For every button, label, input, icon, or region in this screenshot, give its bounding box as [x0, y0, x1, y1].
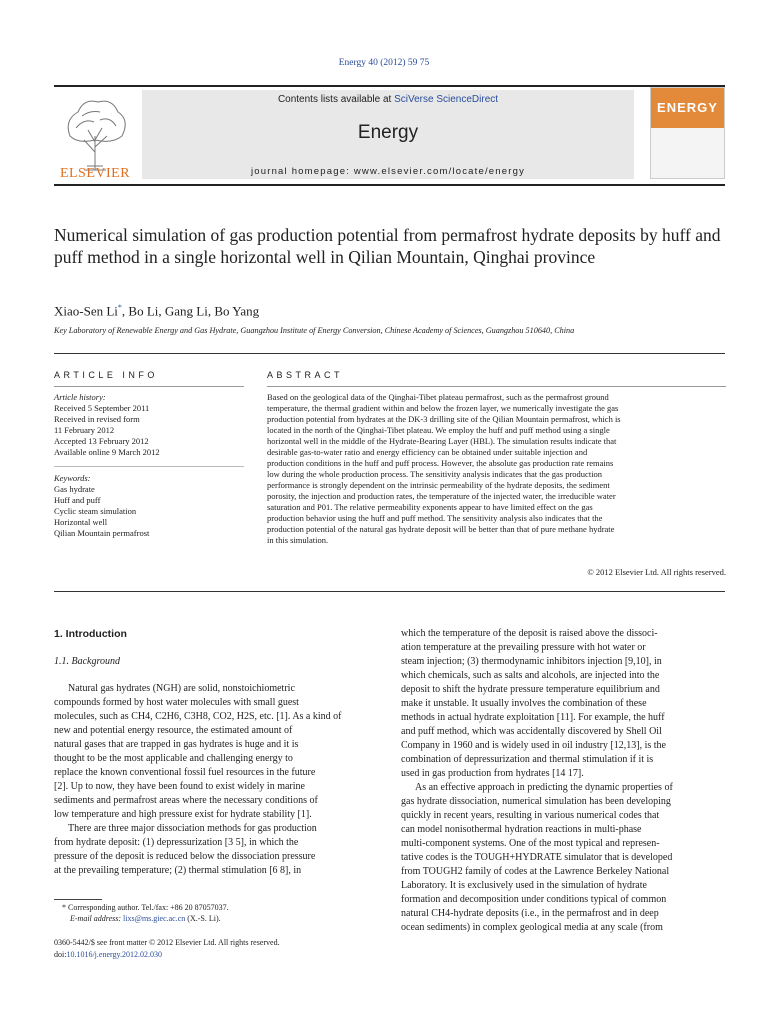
header-rule-top	[54, 85, 725, 87]
keyword: Huff and puff	[54, 495, 101, 505]
history-item: Received 5 September 2011	[54, 403, 150, 413]
author-separator: ,	[158, 303, 165, 319]
abstract-line: horizontal well in the middle of the Hydrate-Bearing Layer (HBL). The simulation results indicate that	[267, 436, 617, 446]
abstract-line: production behavior using the huff and puff method. The sensitivity analysis also indicates that the	[267, 513, 603, 523]
email-link[interactable]: lixs@ms.giec.ac.cn	[123, 914, 186, 923]
body-line: which the temperature of the deposit is raised above the dissoci-	[401, 628, 658, 639]
journal-citation[interactable]: Energy 40 (2012) 59 75	[338, 58, 430, 68]
body-line: from TOUGH2 family of codes at the Lawrence Berkeley National	[401, 866, 670, 877]
body-line: deposit to shift the hydrate pressure temperature equilibrium and	[401, 684, 660, 695]
abstract-rule	[267, 386, 726, 387]
body-line: methods in actual hydrate exploitation [11]. For example, the huff	[401, 712, 665, 723]
footnote-email	[70, 914, 221, 923]
body-line: from hydrate deposit: (1) depressurization [3 5], in which the	[54, 837, 299, 848]
author-separator: ,	[121, 303, 129, 319]
keyword: Cyclic steam simulation	[54, 506, 137, 516]
divider	[54, 353, 725, 354]
section-title: 1. Introduction	[54, 628, 127, 640]
subsection-title: 1.1. Background	[54, 656, 121, 667]
author-name: Bo Yang	[214, 303, 260, 319]
email-suffix: (X.-S. Li).	[185, 914, 221, 923]
email-label: E-mail address:	[70, 914, 124, 923]
body-line: can model nonisothermal hydration reactions in multi-phase	[401, 824, 642, 835]
divider	[54, 591, 725, 592]
author-separator: ,	[207, 303, 215, 319]
history-item: 11 February 2012	[54, 425, 115, 435]
abstract-line: production potential from hydrates at the DK-3 drilling site of the Qilian Mountain permafrost, which is	[267, 414, 621, 424]
body-line: replace the known conventional fossil fuel resources in the future	[54, 767, 316, 778]
keyword: Qilian Mountain permafrost	[54, 528, 150, 538]
body-line: make it unstable. It usually involves the combination of these	[401, 698, 647, 709]
doi-line	[54, 950, 162, 959]
body-line: molecules, such as CH4, C2H6, C3H8, CO2, H2S, etc. [1]. As a kind of	[54, 711, 342, 722]
keyword: Horizontal well	[54, 517, 108, 527]
body-line: formation and decomposition under conditions typical of common	[401, 894, 667, 905]
body-line: There are three major dissociation methods for gas production	[68, 823, 317, 834]
elsevier-wordmark: ELSEVIER	[59, 166, 131, 181]
article-info-rule	[54, 386, 244, 387]
body-line: ocean sediments) in complex geological media at any scale (from	[401, 922, 663, 933]
body-line: [2]. Up to now, they have been found to exist widely in marine	[54, 781, 305, 792]
abstract-line: Based on the geological data of the Qinghai-Tibet plateau permafrost, such as the permafrost ground	[267, 392, 609, 402]
footnote-corresponding: * Corresponding author. Tel./fax: +86 20 87057037.	[62, 903, 229, 912]
abstract-heading: ABSTRACT	[267, 370, 344, 380]
body-line: natural CH4-hydrate deposits (i.e., in the permafrost and in deep	[401, 908, 659, 919]
contents-line	[142, 94, 634, 105]
author-list	[54, 303, 259, 319]
keywords-label: Keywords:	[54, 473, 91, 483]
body-line: new and potential energy resource, the estimated amount of	[54, 725, 293, 736]
author-affiliation: Key Laboratory of Renewable Energy and Gas Hydrate, Guangzhou Institute of Energy Conversion, Chinese Academy of Sciences, Guangzhou 510640, China	[54, 326, 575, 335]
body-line: and puff method, which was accidentally discovered by Shell Oil	[401, 726, 662, 737]
abstract-line: porosity, the injection and production rates, the temperature of the injected water, the irreducible water	[267, 491, 616, 501]
history-item: Accepted 13 February 2012	[54, 436, 149, 446]
journal-name: Energy	[357, 122, 419, 143]
issn-line: 0360-5442/$ see front matter © 2012 Elsevier Ltd. All rights reserved.	[54, 938, 280, 947]
body-line: Laboratory. It is exclusively used in the simulation of hydrate	[401, 880, 647, 891]
abstract-line: temperature, the thermal gradient within and below the frozen layer, we numerically investigate the gas	[267, 403, 619, 413]
abstract-copyright: © 2012 Elsevier Ltd. All rights reserved.	[587, 567, 726, 577]
body-line: combination of depressurization and thermal stimulation if it is	[401, 754, 654, 765]
body-line: natural gases that are trapped in gas hydrates is huge and it is	[54, 739, 299, 750]
body-line: As an effective approach in predicting the dynamic properties of	[415, 782, 673, 793]
abstract-line: in this simulation.	[267, 535, 329, 545]
history-item: Available online 9 March 2012	[54, 447, 160, 457]
journal-homepage[interactable]: journal homepage: www.elsevier.com/locate/energy	[250, 166, 526, 177]
body-line: Natural gas hydrates (NGH) are solid, nonstoichiometric	[68, 683, 295, 694]
corresponding-author-mark[interactable]: *	[117, 303, 122, 312]
abstract-line: located in the north of the Qinghai-Tibet plateau. We employ the huff and puff method using a single	[267, 425, 610, 435]
author-name: Bo Li	[128, 303, 159, 319]
body-line: gas hydrate dissociation, numerical simulation has been developing	[401, 796, 671, 807]
journal-cover-title: ENERGY	[657, 100, 718, 115]
doi-link[interactable]: 10.1016/j.energy.2012.02.030	[66, 950, 162, 959]
doi-prefix: doi:	[54, 950, 67, 959]
abstract-line: production conditions in the huff and puff process. However, the absolute gas production rate remains	[267, 458, 614, 468]
body-line: ation temperature at the prevailing pressure with hot water or	[401, 642, 646, 653]
body-line: quickly in recent years, resulting in various numerical codes that	[401, 810, 660, 821]
article-info-heading: ARTICLE INFO	[54, 370, 158, 380]
abstract-line: low during the whole production process. The sensitivity analysis indicates that the gas production	[267, 469, 603, 479]
body-line: Company in 1960 and is widely used in oil industry [12,13], is the	[401, 740, 666, 751]
body-line: thought to be the most applicable and challenging energy to	[54, 753, 293, 764]
abstract-line: desirable gas-to-water ratio and energy efficiency can be obtained under suitable injection and	[267, 447, 588, 457]
keywords-rule	[54, 466, 244, 467]
body-line: tative codes is the TOUGH+HYDRATE simulator that is developed	[401, 852, 673, 863]
contents-prefix: Contents lists available at	[277, 94, 395, 105]
body-line: steam injection; (3) thermodynamic inhibitors injection [9,10], in	[401, 656, 662, 667]
footnote-rule	[54, 899, 102, 900]
body-line: used in gas production from hydrates [14 17].	[401, 768, 584, 779]
keyword: Gas hydrate	[54, 484, 95, 494]
sciverse-link[interactable]: SciVerse ScienceDirect	[394, 94, 499, 105]
author-name: Gang Li	[164, 303, 208, 319]
body-line: multi-component systems. One of the most typical and represen-	[401, 838, 660, 849]
abstract-line: saturation and P01. The relative permeability exponents appear to have limited effect on the gas	[267, 502, 593, 512]
abstract-line: performance is strongly dependent on the intrinsic permeability of the hydrate deposits, the sediment	[267, 480, 610, 490]
author-name: Xiao-Sen Li	[54, 303, 118, 319]
body-line: compounds formed by host water molecules with small guest	[54, 697, 299, 708]
history-item: Received in revised form	[54, 414, 140, 424]
article-title: Numerical simulation of gas production potential from permafrost hydrate deposits by huff and puff method in a single horizontal well in Qilian Mountain, Qinghai province	[54, 225, 721, 267]
body-line: low temperature and high pressure exist for hydrate stability [1].	[54, 809, 312, 820]
body-line: which chemicals, such as salts and alcohols, are injected into the	[401, 670, 660, 681]
header-rule-bottom	[54, 184, 725, 186]
body-line: sediments and permafrost areas where the necessary conditions of	[54, 795, 318, 806]
body-line: pressure of the deposit is reduced below the dissociation pressure	[54, 851, 316, 862]
article-history-label: Article history:	[54, 392, 106, 402]
abstract-line: production potential of the natural gas hydrate deposit will be better than that of pure methane hydrate	[267, 524, 615, 534]
body-line: at the prevailing temperature; (2) thermal stimulation [6 8], in	[54, 865, 302, 876]
